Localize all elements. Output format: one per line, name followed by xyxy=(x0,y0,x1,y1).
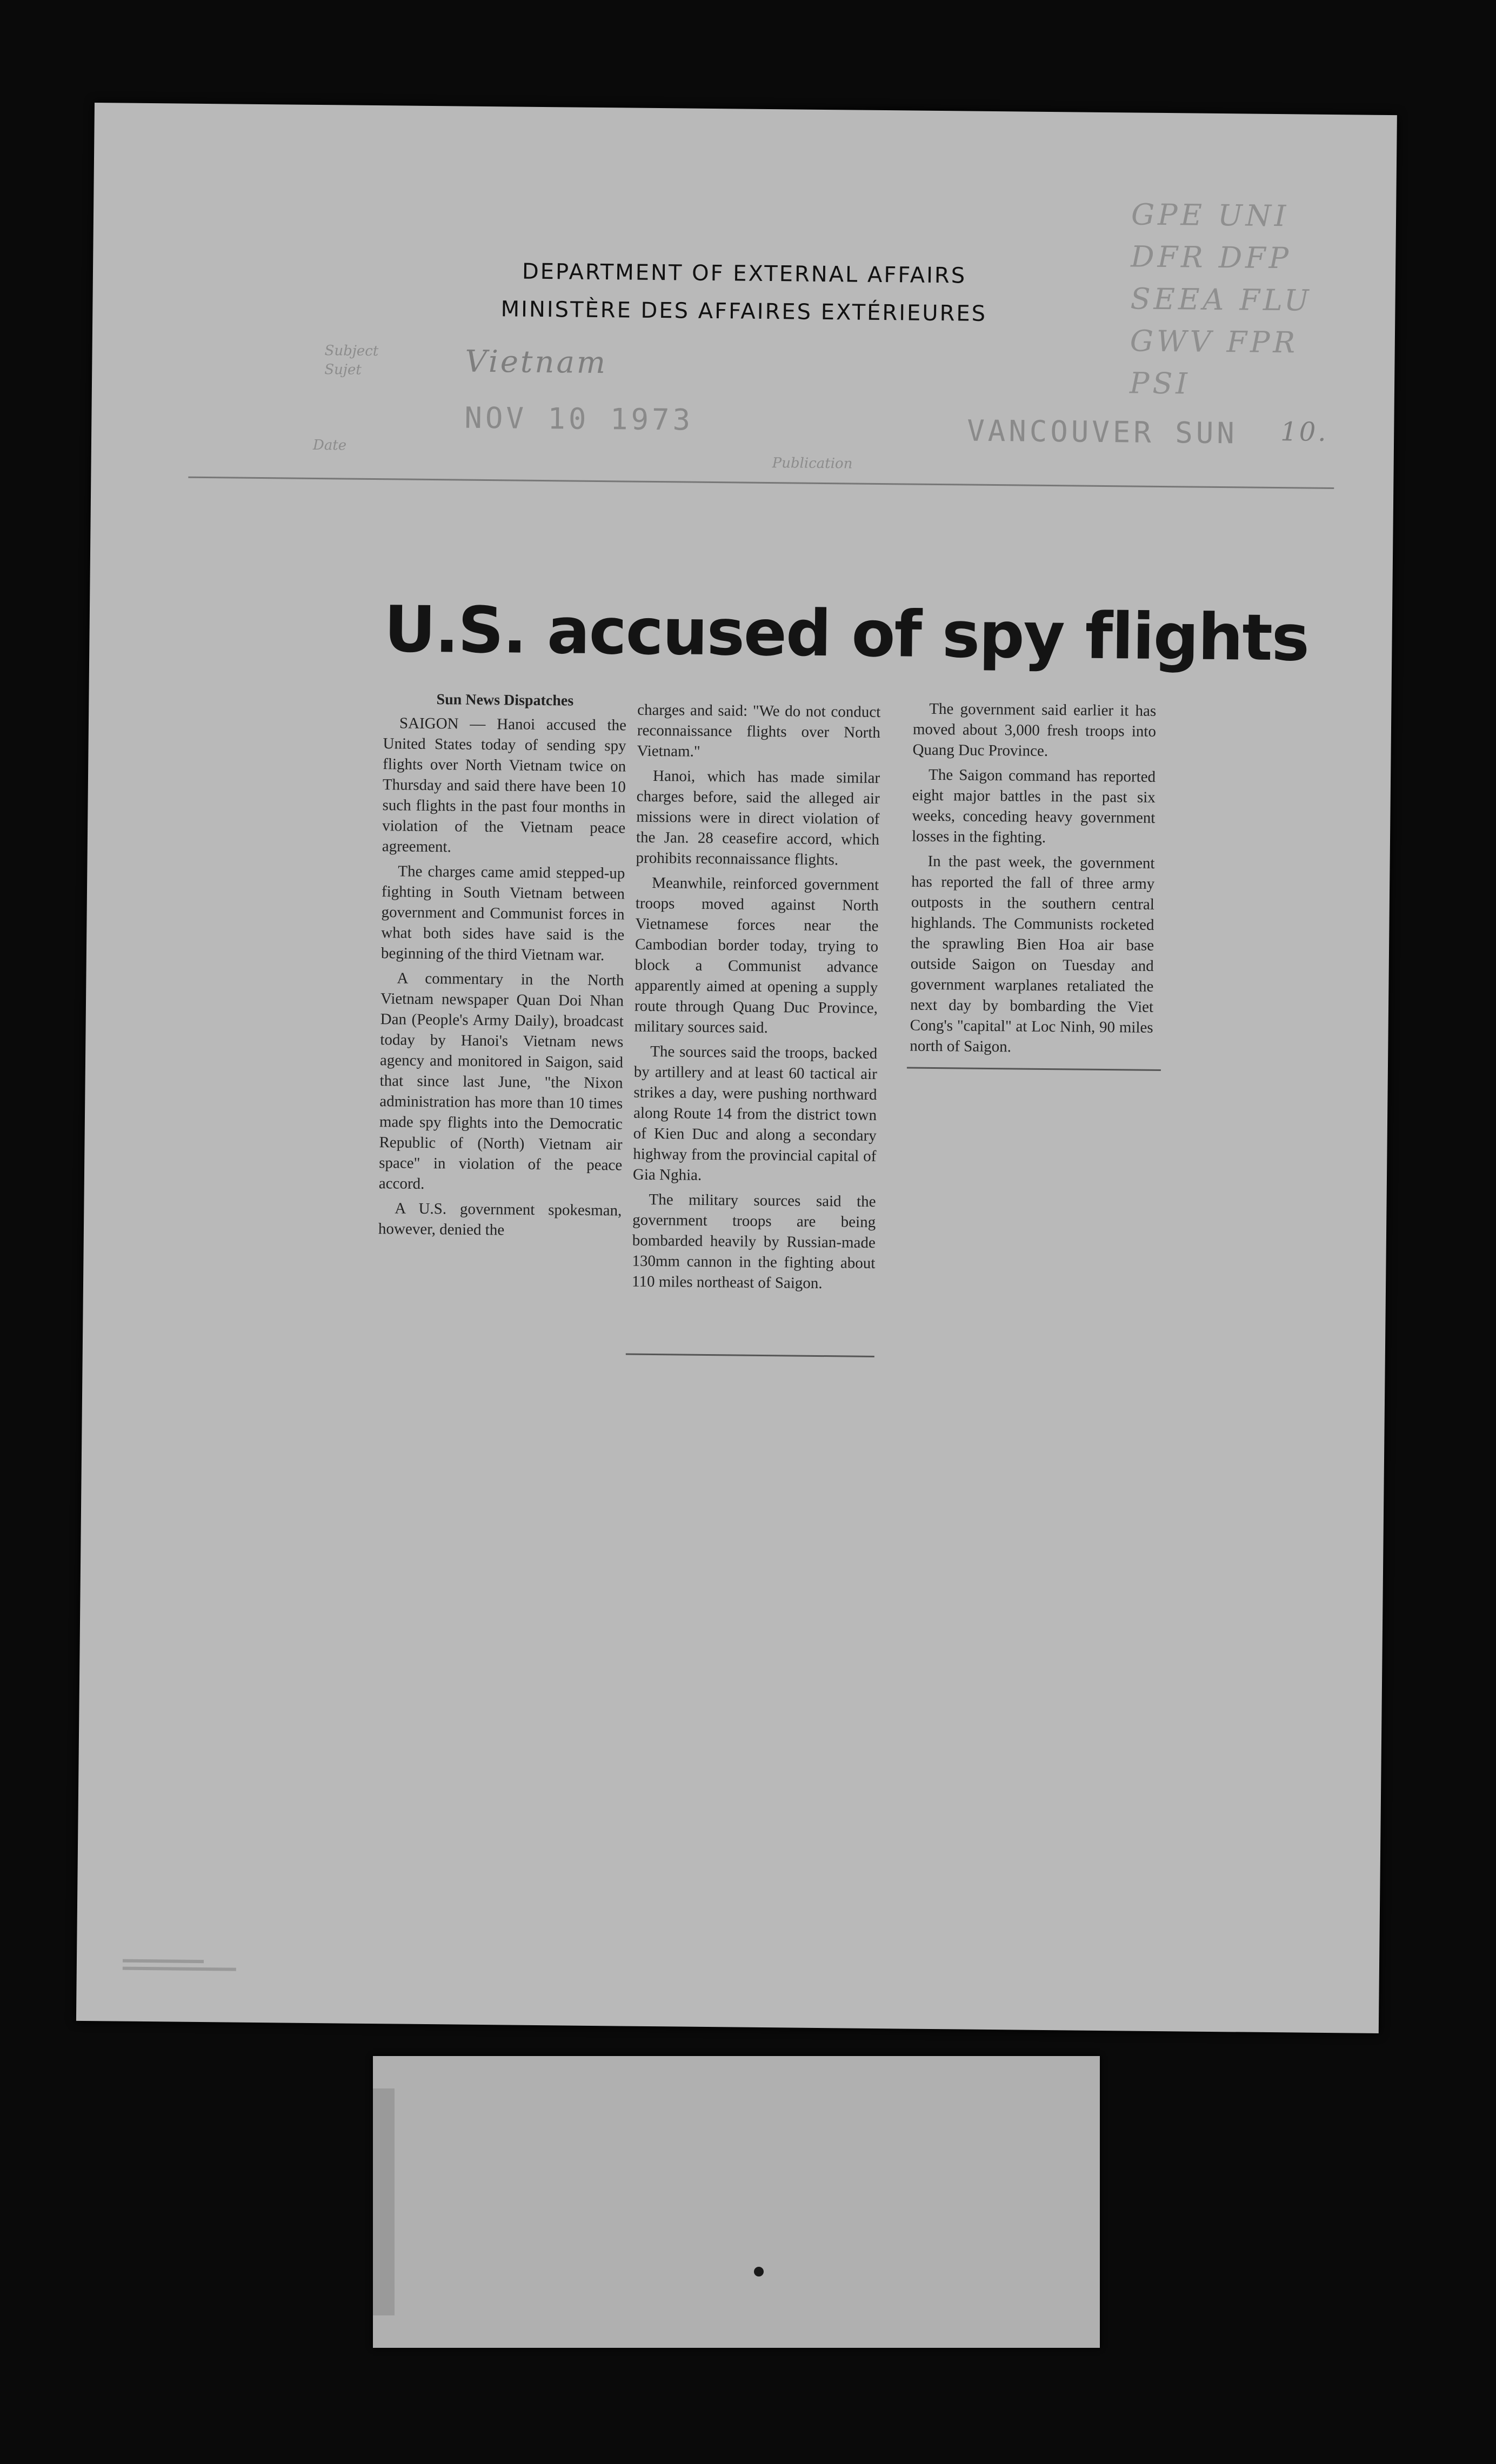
paragraph: The government said earlier it has moved about 3,000 fresh troops into Quang Duc Province. xyxy=(912,700,1157,760)
paragraph: The sources said the troops, backed by artillery and at least 60 tactical air strikes a day, were pushing northward along Route 14 from the district town of Kien Duc and along a secondary highway from the provincial capital of Gia Nghia. xyxy=(632,1042,878,1184)
paragraph: A commentary in the North Vietnam newspaper Quan Doi Nhan Dan (People's Army Daily), broadcast today by Hanoi's Vietnam news agency and monitored in Saigon, said that since last June, "the Nixon administration has more than 10 times made spy flights into the Democratic Republic of (North) Vietnam air space" in violation of the peace accord. xyxy=(378,969,624,1193)
subject-value: Vietnam xyxy=(465,344,608,381)
letterhead-english: DEPARTMENT OF EXTERNAL AFFAIRS xyxy=(522,259,967,289)
letterhead xyxy=(92,249,1395,337)
paragraph: Meanwhile, reinforced government troops moved against North Vietnamese forces near the Cambodian border today, trying to block a Communist advance apparently aimed at opening a supply route through Quang Duc Province, military sources said. xyxy=(634,874,879,1037)
newspaper-clipping xyxy=(377,592,1309,1372)
page-number: 10. xyxy=(1280,417,1328,447)
date-label: Date xyxy=(312,437,347,454)
card-shadow-edge xyxy=(373,2088,395,2315)
paragraph: A U.S. government spokesman, however, denied the xyxy=(378,1200,622,1239)
article-column-1 xyxy=(378,689,627,1246)
paragraph: Hanoi, which has made similar charges before, said the alleged air missions were in direct violation of the Jan. 28 ceasefire accord, which prohibits reconnaissance flights. xyxy=(636,767,880,869)
routing-line: GPE UNI xyxy=(1131,197,1290,233)
column-end-rule xyxy=(907,1067,1161,1072)
byline: Sun News Dispatches xyxy=(436,691,574,709)
clipping-sheet xyxy=(76,103,1397,2033)
form-footnote xyxy=(123,1959,236,1971)
paragraph: SAIGON — Hanoi accused the United States today of sending spy flights over North Vietnam twice on Thursday and said there have been 10 such flights in the past four months in violation of the Vietnam peace agreement. xyxy=(382,714,627,856)
date-stamp: NOV 10 1973 xyxy=(464,400,694,437)
card-mark xyxy=(754,2267,764,2276)
routing-line: PSI xyxy=(1129,366,1191,401)
publication-label: Publication xyxy=(772,455,853,472)
paragraph: charges and said: "We do not conduct reconnaissance flights over North Vietnam." xyxy=(637,701,881,760)
letterhead-french: MINISTÈRE DES AFFAIRES EXTÉRIEURES xyxy=(500,297,987,326)
article-column-2 xyxy=(632,700,881,1298)
routing-line: GWV FPR xyxy=(1130,324,1299,360)
publication-stamp: VANCOUVER SUN xyxy=(966,413,1238,451)
paragraph: In the past week, the government has reported the fall of three army outposts in the southern central highlands. The Communists rocketed the sprawling Bien Hoa air base outside Saigon on Tuesday and government warplanes retaliated the next day by bombarding the Viet Cong's "capital" at Loc Ninh, 90 miles north of Saigon. xyxy=(910,852,1155,1056)
blank-index-card xyxy=(373,2056,1100,2348)
subject-label: Subject xyxy=(324,343,379,360)
paragraph: The charges came amid stepped-up fighting in South Vietnam between government and Communist forces in what both sides have said is the beginning of the third Vietnam war. xyxy=(380,862,625,965)
sujet-label: Sujet xyxy=(324,361,362,378)
form-divider xyxy=(188,477,1334,489)
paragraph: The military sources said the government troops are being bombarded heavily by Russian-made 130mm cannon in the fighting about 110 miles northeast of Saigon. xyxy=(631,1190,876,1293)
routing-line: SEEA FLU xyxy=(1130,282,1312,318)
clipping-bottom-rule xyxy=(626,1354,874,1357)
paragraph: The Saigon command has reported eight major battles in the past six weeks, conceding heavy government losses in the fighting. xyxy=(911,766,1156,846)
headline: U.S. accused of spy flights xyxy=(384,592,1309,675)
routing-line: DFR DFP xyxy=(1131,239,1292,276)
article-column-3 xyxy=(910,699,1156,1063)
